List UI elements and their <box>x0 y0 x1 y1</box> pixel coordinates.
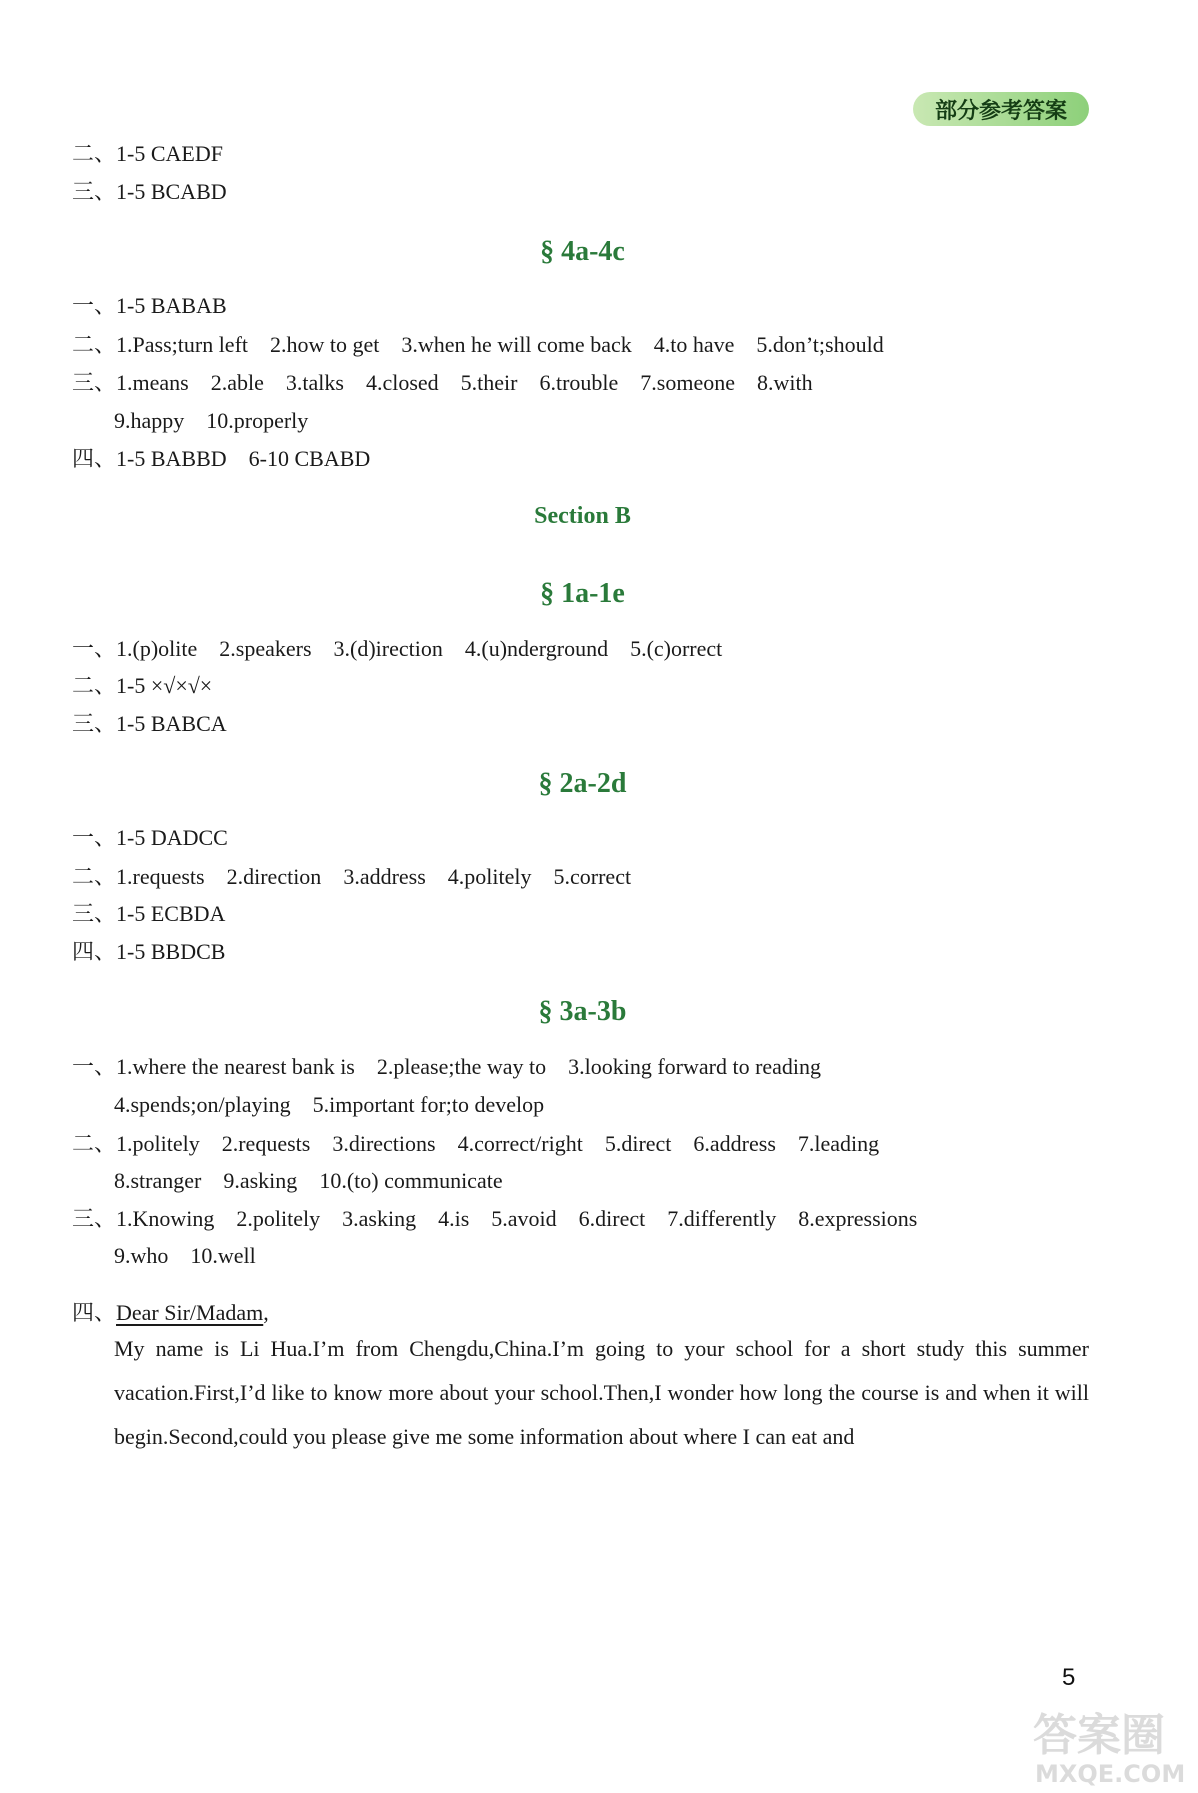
answer-item: 4.correct/right <box>457 1131 583 1156</box>
answer-item: 3.when he will come back <box>401 332 632 357</box>
answer-prefix: 三、 <box>72 1206 117 1231</box>
answer-item: 5.(c)orrect <box>630 636 723 661</box>
section-subheading: Section B <box>534 503 631 529</box>
letter-section <box>72 1298 1092 1328</box>
answer-item: 1.where the nearest bank is <box>116 1054 355 1079</box>
answer-item: 6.trouble <box>539 370 619 395</box>
answer-item: 5.don’t;should <box>756 332 884 357</box>
answer-line <box>72 1129 879 1159</box>
answer-prefix: 四、 <box>72 939 117 964</box>
section-heading: § 3a-3b <box>538 996 627 1027</box>
answer-prefix: 二、 <box>72 864 117 889</box>
answer-item: 9.happy <box>114 408 185 433</box>
letter-salutation: Dear Sir/Madam <box>116 1300 264 1325</box>
answer-item: 4.is <box>438 1206 470 1231</box>
answer-line <box>72 291 227 321</box>
answer-prefix: 三、 <box>72 179 117 204</box>
header-badge: 部分参考答案 <box>913 92 1089 126</box>
answer-item: 2.speakers <box>219 636 312 661</box>
answer-line <box>72 709 227 739</box>
answer-prefix: 一、 <box>72 636 117 661</box>
answer-item: 2.how to get <box>270 332 380 357</box>
page-number: 5 <box>1062 1664 1076 1691</box>
answer-line <box>114 1241 256 1271</box>
answer-prefix: 一、 <box>72 293 117 318</box>
answer-line <box>72 937 225 967</box>
answer-line <box>72 444 370 474</box>
answer-item: 1.politely <box>116 1131 200 1156</box>
answer-line <box>114 1090 544 1120</box>
answer-item: 1.requests <box>116 864 205 889</box>
answer-line <box>72 634 722 664</box>
answer-line <box>72 330 884 360</box>
answer-item: 1-5 ×√×√× <box>116 673 213 698</box>
answer-item: 1-5 BCABD <box>116 179 227 204</box>
answer-item: 1-5 BBDCB <box>116 939 226 964</box>
answer-prefix: 二、 <box>72 1131 117 1156</box>
section-heading: § 2a-2d <box>538 768 627 799</box>
answer-item: 7.someone <box>640 370 735 395</box>
watermark-logo <box>1025 1700 1195 1788</box>
answer-item: 8.with <box>757 370 813 395</box>
answer-item: 8.expressions <box>798 1206 918 1231</box>
answer-item: 1.Pass;turn left <box>116 332 249 357</box>
answer-line <box>72 139 223 169</box>
answer-item: 4.politely <box>447 864 532 889</box>
answer-item: 1-5 ECBDA <box>116 901 226 926</box>
answer-item: 3.(d)irection <box>333 636 443 661</box>
answer-item: 4.(u)nderground <box>464 636 609 661</box>
answer-item: 5.important for;to develop <box>312 1092 545 1117</box>
letter-body: My name is Li Hua.I’m from Chengdu,China.I’m going to your school for a short study this summer vacation.First,I’d like to know more about your school.Then,I wonder how long the course is and when it will begin.Second,could you please give me some information about where I can eat and <box>114 1336 1089 1449</box>
answer-item: 2.requests <box>221 1131 311 1156</box>
answer-item: 1.means <box>116 370 189 395</box>
answer-prefix: 三、 <box>72 711 117 736</box>
answer-line <box>72 1204 917 1234</box>
answer-item: 5.direct <box>604 1131 672 1156</box>
answer-item: 1-5 BABCA <box>116 711 227 736</box>
answer-item: 6-10 CBABD <box>248 446 371 471</box>
answer-item: 8.stranger <box>114 1168 202 1193</box>
answer-line <box>72 177 227 207</box>
answer-item: 6.address <box>693 1131 776 1156</box>
answer-item: 1-5 BABAB <box>116 293 227 318</box>
letter-salutation-punct: , <box>263 1300 269 1325</box>
answer-line <box>72 862 631 892</box>
answer-prefix: 一、 <box>72 825 117 850</box>
answer-prefix: 三、 <box>72 370 117 395</box>
answer-item: 1-5 DADCC <box>116 825 228 850</box>
answer-item: 5.their <box>460 370 518 395</box>
answer-prefix: 二、 <box>72 141 117 166</box>
answer-item: 2.politely <box>236 1206 321 1231</box>
answer-item: 10.properly <box>206 408 309 433</box>
answer-item: 2.please;the way to <box>376 1054 547 1079</box>
letter-prefix: 四、 <box>72 1300 117 1325</box>
answer-line <box>72 823 228 853</box>
answer-item: 7.differently <box>667 1206 777 1231</box>
answer-item: 5.correct <box>553 864 632 889</box>
answer-item: 2.able <box>210 370 264 395</box>
answer-item: 3.looking forward to reading <box>568 1054 822 1079</box>
answer-item: 2.direction <box>226 864 322 889</box>
answer-line <box>72 671 212 701</box>
svg-text:答案圈: 答案圈 <box>1033 1710 1165 1761</box>
answer-item: 3.address <box>343 864 426 889</box>
answer-item: 3.talks <box>285 370 344 395</box>
answer-item: 1.Knowing <box>116 1206 215 1231</box>
answer-item: 5.avoid <box>491 1206 557 1231</box>
svg-text:MXQE.COM: MXQE.COM <box>1035 1760 1186 1788</box>
answer-item: 3.asking <box>342 1206 417 1231</box>
answer-item: 3.directions <box>332 1131 436 1156</box>
answer-item: 10.well <box>190 1243 256 1268</box>
answer-prefix: 四、 <box>72 446 117 471</box>
section-heading: § 1a-1e <box>540 578 625 609</box>
answer-item: 10.(to) communicate <box>319 1168 503 1193</box>
answer-item: 1-5 BABBD <box>116 446 227 471</box>
answer-item: 1-5 CAEDF <box>116 141 223 166</box>
answer-item: 1.(p)olite <box>116 636 198 661</box>
section-heading: § 4a-4c <box>540 236 625 267</box>
answer-item: 6.direct <box>578 1206 646 1231</box>
answer-line <box>72 899 225 929</box>
answer-item: 4.spends;on/playing <box>114 1092 291 1117</box>
answer-prefix: 一、 <box>72 1054 117 1079</box>
answer-line <box>72 368 813 398</box>
answer-line <box>114 406 308 436</box>
answer-prefix: 三、 <box>72 901 117 926</box>
answer-prefix: 二、 <box>72 332 117 357</box>
answer-item: 7.leading <box>797 1131 880 1156</box>
answer-item: 4.closed <box>365 370 439 395</box>
answer-line <box>72 1052 821 1082</box>
answer-item: 4.to have <box>653 332 735 357</box>
answer-line <box>114 1166 503 1196</box>
answer-item: 9.who <box>114 1243 169 1268</box>
answer-prefix: 二、 <box>72 673 117 698</box>
answer-item: 9.asking <box>223 1168 298 1193</box>
